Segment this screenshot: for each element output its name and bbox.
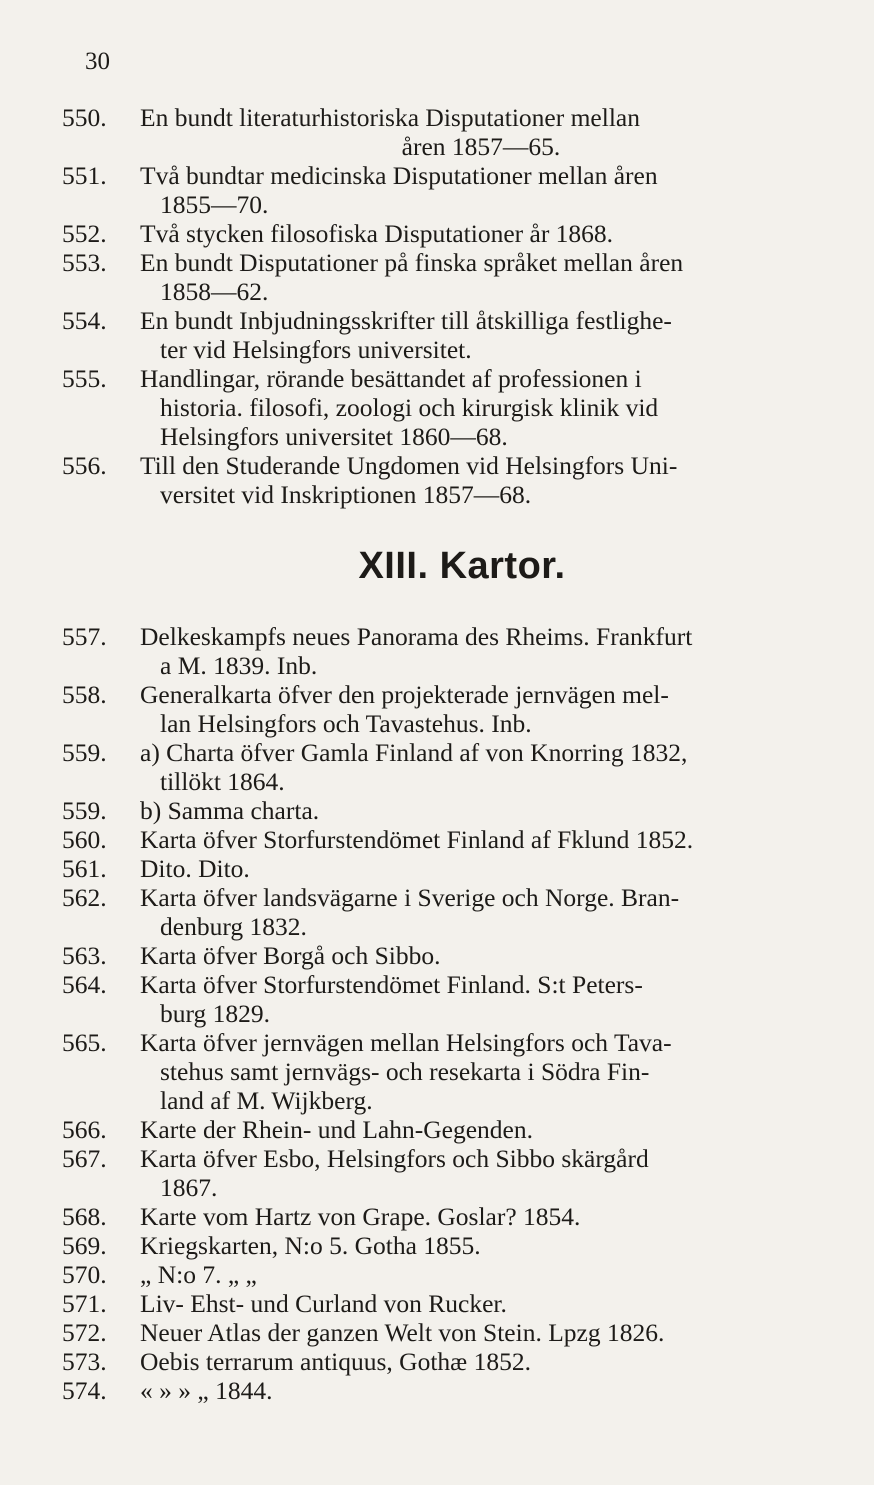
catalog-entry [62, 248, 822, 306]
entry-line: burg 1829. [160, 999, 271, 1028]
catalog-entry [62, 1318, 822, 1347]
entry-line: historia. filosofi, zoologi och kirurgisk klinik vid [160, 393, 659, 422]
entry-line: Karte vom Hartz von Grape. Goslar? 1854. [140, 1202, 581, 1231]
entry-line: Karta öfver Borgå och Sibbo. [140, 941, 441, 970]
catalog-entry [62, 1144, 822, 1202]
catalog-entry [62, 1202, 822, 1231]
catalog-entry [62, 680, 822, 738]
entry-line: Kriegskarten, N:o 5. Gotha 1855. [140, 1231, 481, 1260]
catalog-entry [62, 622, 822, 680]
entry-text [140, 219, 822, 248]
catalog-entry [62, 306, 822, 364]
entry-number: 566. [62, 1115, 107, 1144]
entry-line: lan Helsingfors och Tavastehus. Inb. [160, 709, 532, 738]
entry-text [140, 306, 822, 364]
entry-text [140, 883, 822, 941]
entry-number: 568. [62, 1202, 107, 1231]
entry-line: Neuer Atlas der ganzen Welt von Stein. Lpzg 1826. [140, 1318, 665, 1347]
entry-text [140, 1028, 822, 1115]
entry-text [140, 738, 822, 796]
entry-text [140, 622, 822, 680]
entry-line: „ N:o 7. „ „ [140, 1260, 257, 1289]
entry-line: Dito. Dito. [140, 854, 250, 883]
entry-line: Delkeskampfs neues Panorama des Rheims. Frankfurt [140, 622, 693, 651]
entry-number: 551. [62, 161, 107, 190]
entry-line: En bundt Disputationer på finska språket mellan åren [140, 248, 684, 277]
entry-line: a) Charta öfver Gamla Finland af von Knorring 1832, [140, 738, 688, 767]
entry-line: a M. 1839. Inb. [160, 651, 318, 680]
entry-number: 552. [62, 219, 107, 248]
entry-number: 557. [62, 622, 107, 651]
catalog-entry [62, 1260, 822, 1289]
entry-text [140, 796, 822, 825]
entry-text [140, 680, 822, 738]
entry-text [140, 1318, 822, 1347]
entry-number: 560. [62, 825, 107, 854]
entry-line: Två stycken filosofiska Disputationer år 1868. [140, 219, 614, 248]
entry-text [140, 970, 822, 1028]
catalog-entry [62, 364, 822, 451]
catalog-entry [62, 854, 822, 883]
entry-line: Helsingfors universitet 1860—68. [160, 422, 508, 451]
catalog-entry [62, 219, 822, 248]
entries-maps-section [62, 622, 822, 1405]
entry-text [140, 1144, 822, 1202]
entry-line: Karta öfver landsvägarne i Sverige och Norge. Bran- [140, 883, 680, 912]
section-heading: XIII. Kartor. [358, 545, 566, 587]
entry-number: 555. [62, 364, 107, 393]
entry-text [140, 1115, 822, 1144]
catalog-entry [62, 941, 822, 970]
catalog-entry [62, 883, 822, 941]
entry-line: Karta öfver Storfurstendömet Finland. S:t Peters- [140, 970, 643, 999]
catalog-entry [62, 103, 822, 161]
entry-line: Liv- Ehst- und Curland von Rucker. [140, 1289, 507, 1318]
entry-text [140, 1202, 822, 1231]
page-number: 30 [85, 48, 110, 75]
entry-line: denburg 1832. [160, 912, 307, 941]
entry-line: b) Samma charta. [140, 796, 320, 825]
catalog-entry [62, 451, 822, 509]
catalog-entry [62, 825, 822, 854]
entry-number: 558. [62, 680, 107, 709]
entry-line: Karta öfver Storfurstendömet Finland af Fklund 1852. [140, 825, 694, 854]
catalog-entry [62, 1376, 822, 1405]
entry-text [140, 161, 822, 219]
entry-line: Karta öfver Esbo, Helsingfors och Sibbo skärgård [140, 1144, 649, 1173]
entry-number: 561. [62, 854, 107, 883]
entry-line: Generalkarta öfver den projekterade jernvägen mel- [140, 680, 669, 709]
catalog-entry [62, 1289, 822, 1318]
entry-number: 565. [62, 1028, 107, 1057]
entry-line: Handlingar, rörande besättandet af professionen i [140, 364, 642, 393]
entry-line: 1858—62. [160, 277, 269, 306]
entry-number: 559. [62, 738, 107, 767]
entry-number: 554. [62, 306, 107, 335]
entry-text [140, 451, 822, 509]
entry-text [140, 941, 822, 970]
entry-text [140, 1260, 822, 1289]
entry-number: 553. [62, 248, 107, 277]
catalog-entry [62, 1231, 822, 1260]
entry-number: 559. [62, 796, 107, 825]
entry-text [140, 1347, 822, 1376]
entry-number: 574. [62, 1376, 107, 1405]
catalog-entry [62, 1347, 822, 1376]
catalog-entry [62, 1115, 822, 1144]
entry-line: 1855—70. [160, 190, 269, 219]
catalog-entry [62, 1028, 822, 1115]
entry-line: versitet vid Inskriptionen 1857—68. [160, 480, 532, 509]
entry-line: stehus samt jernvägs- och resekarta i Södra Fin- [160, 1057, 650, 1086]
entry-line: land af M. Wijkberg. [160, 1086, 373, 1115]
catalog-entry [62, 970, 822, 1028]
entry-text [140, 854, 822, 883]
entry-line: åren 1857—65. [401, 132, 561, 161]
entry-number: 564. [62, 970, 107, 999]
entry-number: 569. [62, 1231, 107, 1260]
entry-line: 1867. [160, 1173, 218, 1202]
entry-number: 572. [62, 1318, 107, 1347]
entry-text [140, 248, 822, 306]
entry-line: Karta öfver jernvägen mellan Helsingfors och Tava- [140, 1028, 672, 1057]
entry-number: 562. [62, 883, 107, 912]
catalog-entry [62, 796, 822, 825]
entry-line: Till den Studerande Ungdomen vid Helsingfors Uni- [140, 451, 678, 480]
entry-number: 567. [62, 1144, 107, 1173]
catalog-entry [62, 161, 822, 219]
entries-before-section [62, 103, 822, 509]
entry-number: 563. [62, 941, 107, 970]
entry-line: En bundt literaturhistoriska Disputationer mellan [140, 103, 640, 132]
entry-line: ter vid Helsingfors universitet. [160, 335, 472, 364]
entry-number: 570. [62, 1260, 107, 1289]
entry-line: Två bundtar medicinska Disputationer mellan åren [140, 161, 658, 190]
catalog-entry [62, 738, 822, 796]
entry-text [140, 1289, 822, 1318]
entry-line: Oebis terrarum antiquus, Gothæ 1852. [140, 1347, 531, 1376]
entry-number: 556. [62, 451, 107, 480]
entry-line: Karte der Rhein- und Lahn-Gegenden. [140, 1115, 533, 1144]
entry-number: 571. [62, 1289, 107, 1318]
entry-line: En bundt Inbjudningsskrifter till åtskilliga festlighe- [140, 306, 672, 335]
entry-line: tillökt 1864. [160, 767, 285, 796]
entry-text [140, 364, 822, 451]
catalog-entries [62, 103, 822, 1405]
entry-text [140, 1376, 822, 1405]
entry-number: 550. [62, 103, 107, 132]
entry-text [140, 103, 822, 161]
entry-line: « » » „ 1844. [140, 1376, 273, 1405]
entry-number: 573. [62, 1347, 107, 1376]
entry-text [140, 825, 822, 854]
entry-text [140, 1231, 822, 1260]
